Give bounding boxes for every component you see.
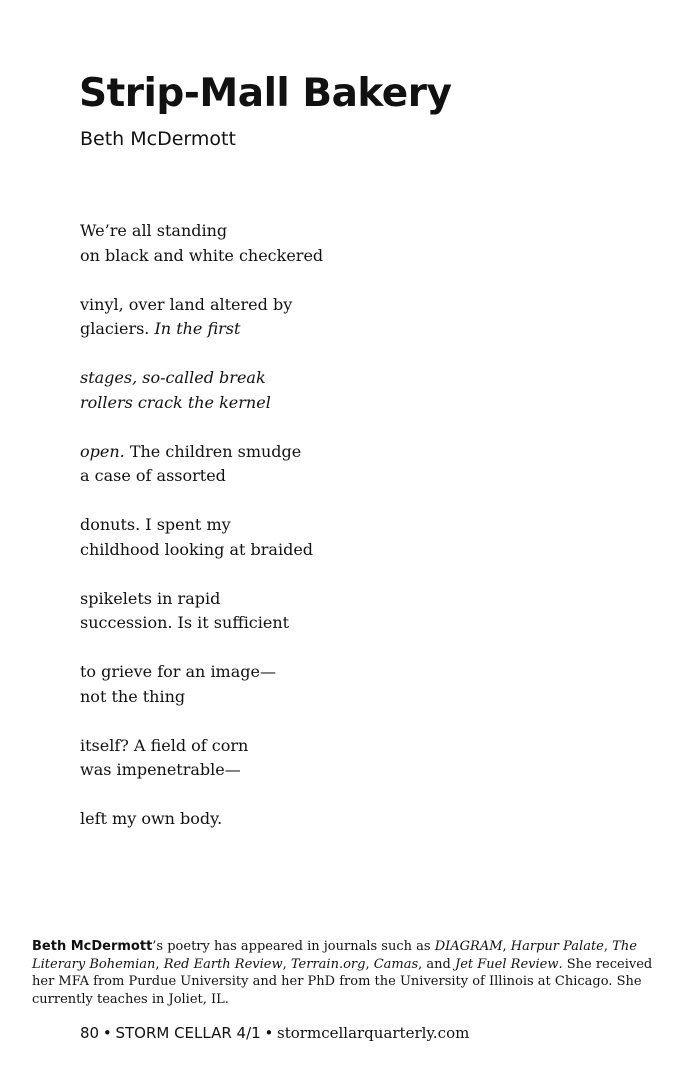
poem-author: Beth McDermott	[80, 128, 236, 150]
author-bio	[32, 938, 662, 1008]
italic-text: In the first	[154, 319, 241, 338]
stanza	[80, 366, 323, 415]
footer-separator: •	[102, 1024, 112, 1042]
line-text: a case of assorted	[80, 466, 226, 485]
bio-author-name: Beth McDermott	[32, 939, 153, 954]
line-text: not the thing	[80, 686, 186, 706]
poem-line	[80, 391, 323, 416]
website-link[interactable]: stormcellarquarterly.com	[277, 1024, 470, 1042]
issue-label: STORM CELLAR 4/1	[115, 1024, 261, 1042]
bio-segment: ’s poetry has appeared in journals such as	[152, 939, 435, 954]
line-text: on black and white checkered	[80, 245, 324, 265]
line-text: vinyl, over land altered by	[80, 294, 293, 314]
bio-segment: ,	[502, 939, 511, 954]
poem-line	[80, 538, 323, 563]
line-text: to grieve for an image—	[80, 662, 276, 681]
poem-line	[80, 464, 323, 489]
journal-name: Terrain.org	[290, 956, 366, 972]
journal-name: Jet Fuel Review	[455, 956, 559, 972]
stanza	[80, 293, 323, 342]
poem-body	[80, 219, 323, 856]
poem-line	[80, 440, 323, 465]
stanza	[80, 440, 323, 489]
line-text: left my own body.	[80, 809, 223, 828]
poem-line	[80, 219, 323, 244]
footer-separator: •	[264, 1024, 274, 1042]
italic-text: rollers crack the kernel	[80, 392, 271, 412]
poem-line	[80, 293, 323, 318]
journal-name: DIAGRAM	[434, 939, 503, 954]
poem-line	[80, 685, 323, 710]
stanza	[80, 587, 323, 636]
poem-line	[80, 317, 323, 342]
poem-line	[80, 513, 323, 538]
poem-line	[80, 244, 323, 269]
line-text: glaciers.	[80, 319, 155, 338]
poem-line	[80, 734, 323, 759]
line-text: was impenetrable—	[80, 760, 241, 779]
page-number: 80	[80, 1024, 100, 1042]
stanza	[80, 807, 323, 832]
line-text: spikelets in rapid	[80, 588, 221, 608]
journal-name: The Literary Bohemian	[32, 939, 637, 972]
poem-line	[80, 611, 323, 636]
line-text: donuts. I spent my	[80, 515, 231, 534]
line-text: succession. Is it sufficient	[80, 613, 290, 632]
line-text: The children smudge	[124, 441, 302, 461]
line-text: itself? A field of corn	[80, 735, 249, 755]
bio-segment: , and	[418, 956, 456, 972]
line-text: We’re all standing	[80, 221, 228, 240]
poem-line	[80, 366, 323, 391]
bio-segment: ,	[282, 956, 291, 972]
stanza	[80, 660, 323, 709]
poem-line	[80, 660, 323, 685]
page-footer	[80, 1023, 469, 1044]
stanza	[80, 734, 323, 783]
italic-text: stages, so-called break	[80, 368, 266, 387]
poem-line	[80, 587, 323, 612]
bio-segment: ,	[155, 956, 164, 972]
italic-text: open.	[80, 441, 125, 461]
journal-name: Harpur Palate	[510, 939, 604, 954]
poem-title: Strip-Mall Bakery	[79, 71, 452, 116]
bio-segment: . She received her MFA from Purdue University and her PhD from the University of Illinois at Chicago. She currently teaches in Joliet, IL.	[32, 956, 653, 1007]
line-text: childhood looking at braided	[80, 539, 314, 559]
bio-segment: ,	[603, 939, 613, 954]
journal-name: Camas	[373, 956, 419, 972]
stanza	[80, 513, 323, 562]
journal-name: Red Earth Review	[163, 956, 283, 972]
poem-line	[80, 758, 323, 783]
poem-line	[80, 807, 323, 832]
bio-segment: ,	[365, 956, 374, 972]
stanza	[80, 219, 323, 268]
